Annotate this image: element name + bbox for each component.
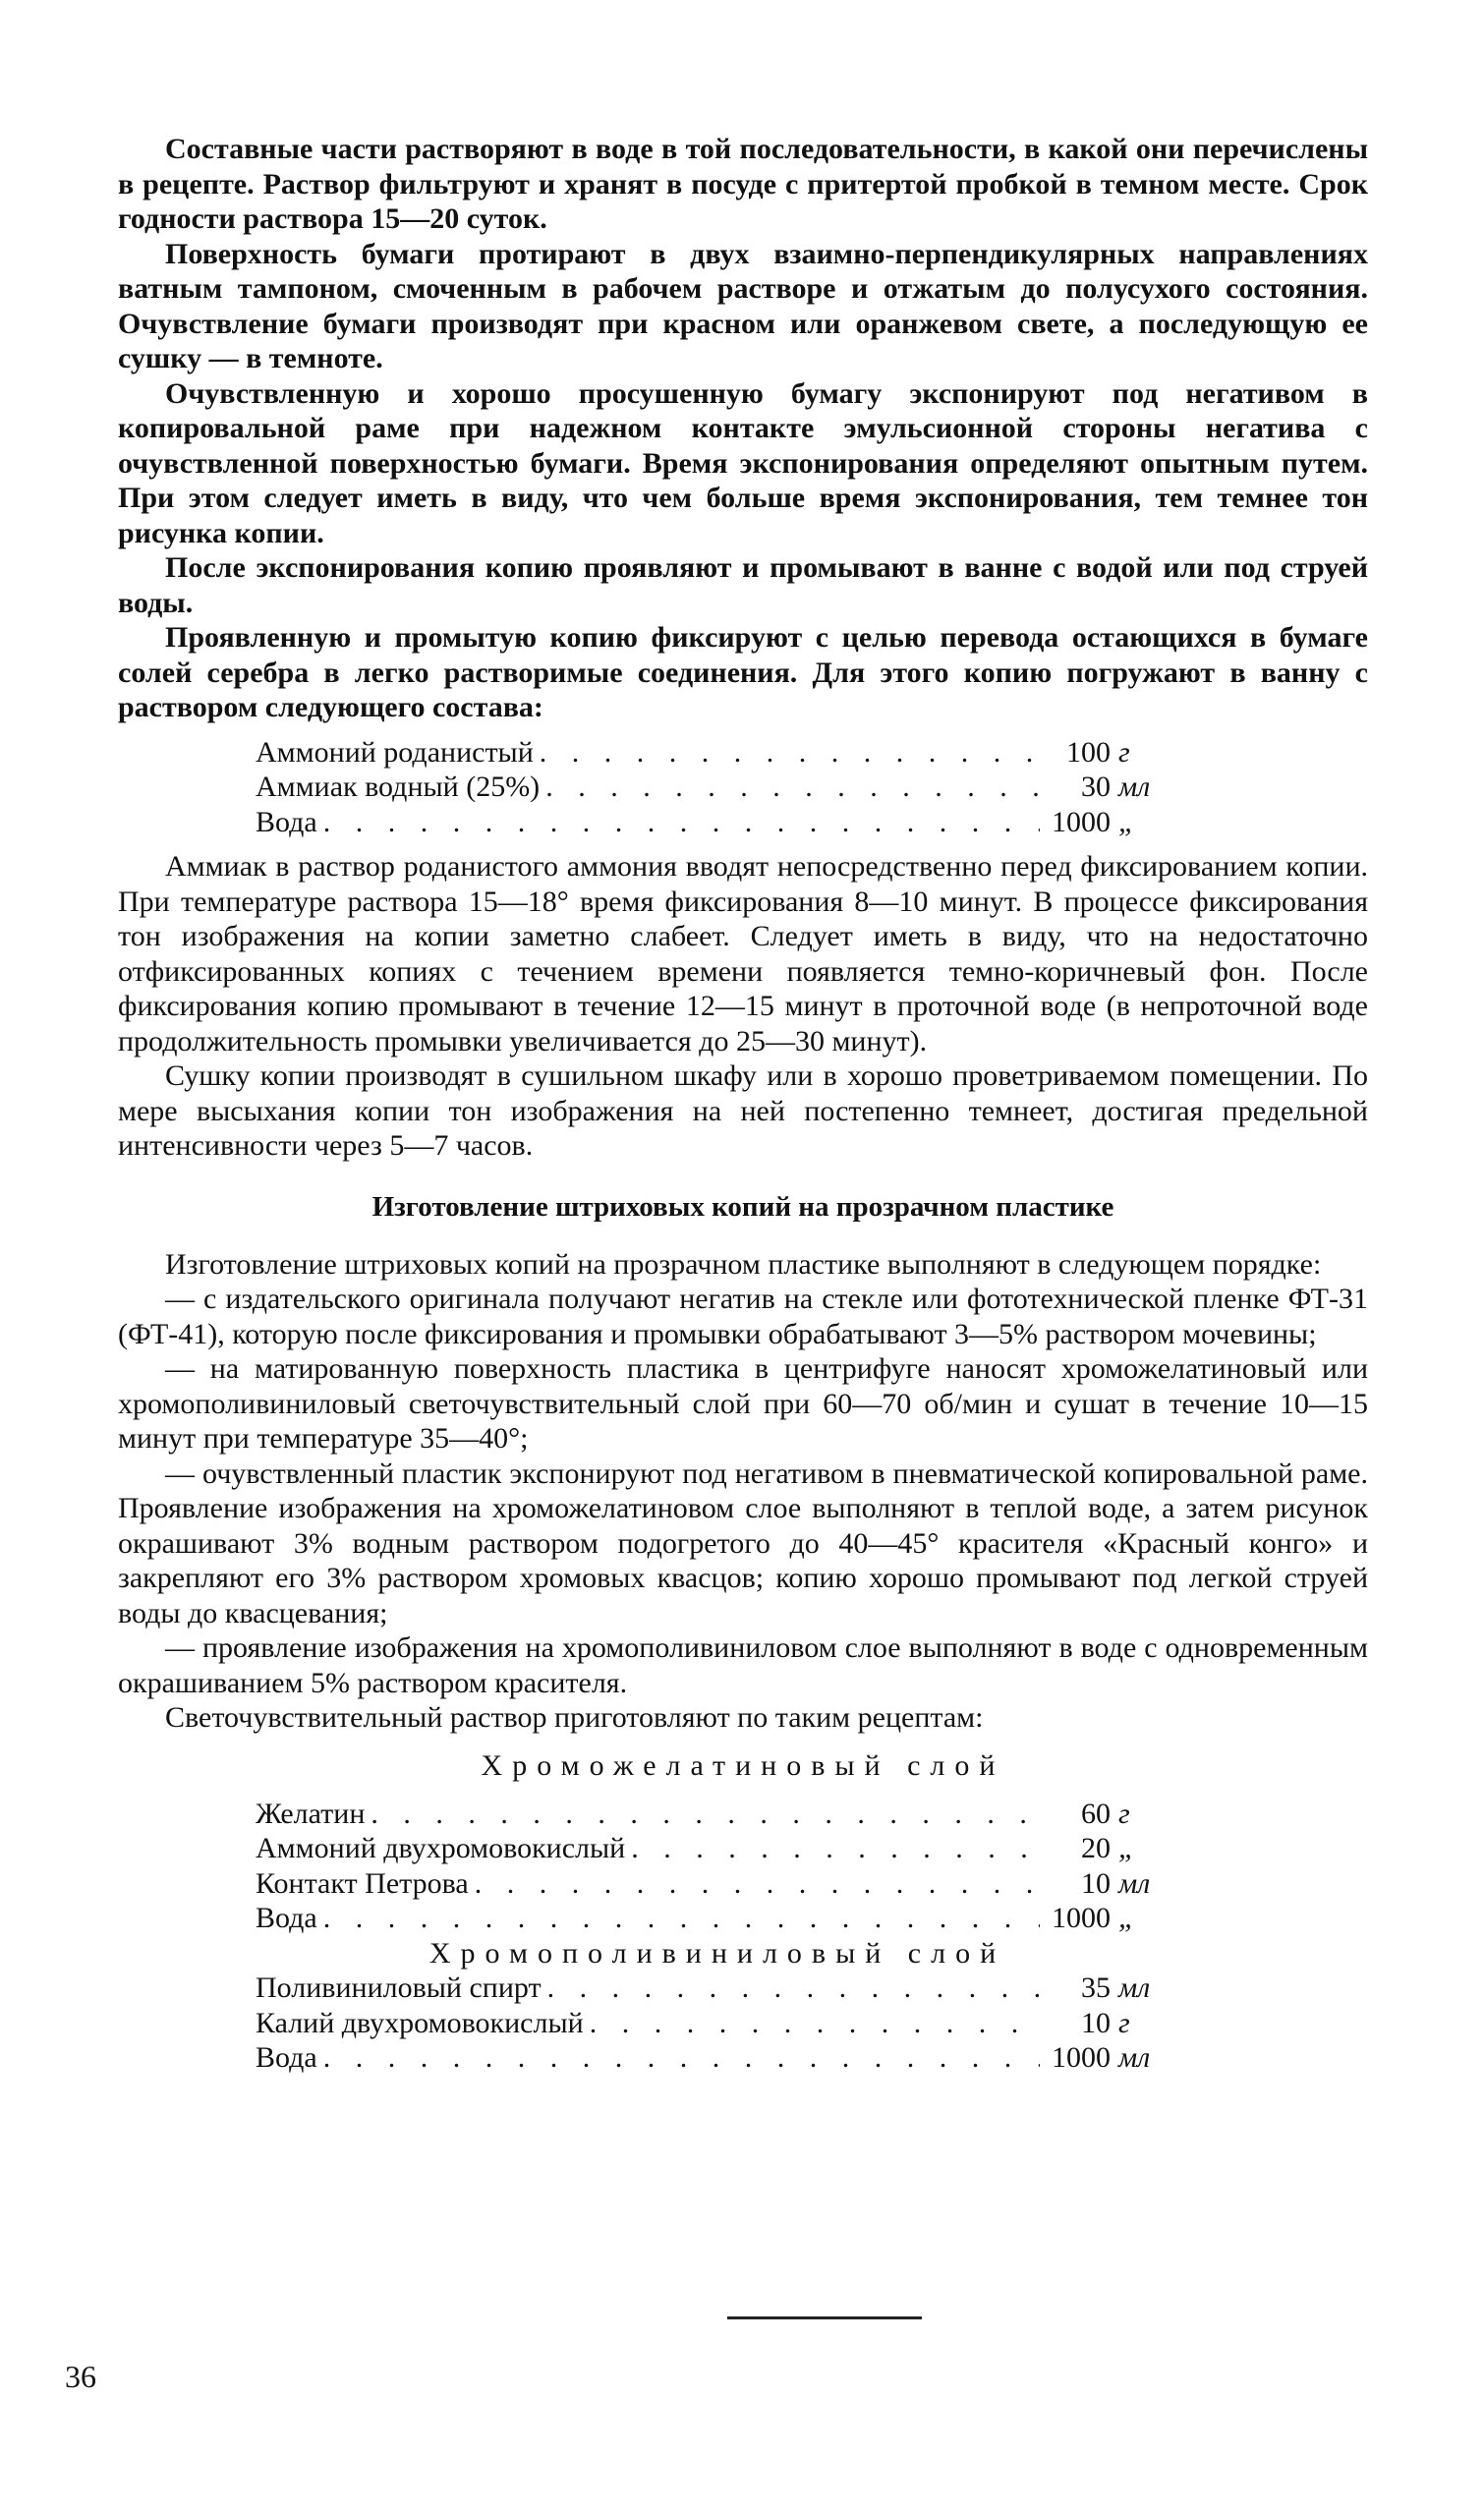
ingredient-unit: г bbox=[1118, 735, 1130, 769]
ingredient-qty: 1000 bbox=[1052, 805, 1111, 838]
dot-leader bbox=[317, 805, 1040, 840]
list-item: — на матированную поверхность пластика в центрифуге наносят хроможелатиновый или хромополивиниловый светочувствительный слой при 60—70 об/мин и сушат в течение 10—15 минут при температуре 35—40°; bbox=[118, 1352, 1368, 1455]
dot-leader bbox=[317, 1901, 1040, 1936]
ingredient-unit: г bbox=[1118, 2006, 1130, 2039]
ingredient-qty: 20 bbox=[1081, 1832, 1111, 1864]
paragraph: Очувствленную и хорошо просушенную бумагу экспонируют под негативом в копировальной раме при надежном контакте эмульсионной стороны негатива с очувствленной поверхностью бумаги. Время экспонирования определяют опытным путем. При этом следует иметь в виду, что чем больше время экспонирования, тем темнее тон рисунка копии. bbox=[118, 376, 1368, 549]
ingredient-qty: 35 bbox=[1081, 1971, 1111, 2004]
recipe-row bbox=[256, 1901, 1179, 1936]
dot-leader bbox=[542, 1971, 1040, 2006]
ingredient-qty: 30 bbox=[1081, 771, 1111, 803]
list-item: — с издательского оригинала получают негатив на стекле или фототехнической пленке ФТ-31 (ФТ-41), которую после фиксирования и промывки обрабатывают 3—5% раствором мочевины; bbox=[118, 1283, 1368, 1350]
ingredient-name: Контакт Петрова bbox=[256, 1866, 469, 1900]
ingredient-qty: 60 bbox=[1081, 1797, 1111, 1830]
end-rule bbox=[727, 2316, 922, 2319]
dot-leader bbox=[534, 735, 1040, 771]
ingredient-unit: мл bbox=[1118, 771, 1151, 803]
ingredient-name: Аммиак водный (25%) bbox=[256, 771, 541, 803]
ingredient-name: Калий двухромовокислый bbox=[256, 2006, 584, 2039]
recipe-row bbox=[256, 1866, 1179, 1902]
ingredient-qty: 10 bbox=[1081, 2006, 1111, 2039]
paragraph: Составные части растворяют в воде в той последовательности, в какой они перечислены в рецепте. Раствор фильтруют и хранят в посуде с притертой пробкой в темном месте. Срок годности раствора 15—20 суток. bbox=[118, 133, 1368, 235]
dot-leader bbox=[469, 1866, 1040, 1902]
recipe-row bbox=[256, 2040, 1179, 2076]
recipe-row bbox=[256, 805, 1179, 840]
recipe-gelatin-layer bbox=[256, 1797, 1179, 2076]
recipe-row bbox=[256, 1797, 1179, 1832]
ingredient-name: Аммоний двухромовокислый bbox=[256, 1832, 626, 1864]
paragraph: Поверхность бумаги протирают в двух взаимно-перпендикулярных направлениях ватным тампоном, смоченным в рабочем растворе и отжатым до полусухого состояния. Очувствление бумаги производят при красном или оранжевом свете, а последующую ее сушку — в темноте. bbox=[118, 237, 1368, 374]
ingredient-name: Вода bbox=[256, 805, 317, 838]
recipe-pva-title: Хромополивиниловый слой bbox=[428, 1936, 1006, 1970]
ingredient-name: Поливиниловый спирт bbox=[256, 1971, 542, 2004]
ingredient-unit: г bbox=[1118, 1797, 1130, 1830]
dot-leader bbox=[625, 1831, 1040, 1866]
ingredient-name: Аммоний роданистый bbox=[256, 735, 534, 769]
recipe-row bbox=[256, 735, 1179, 771]
recipe-gelatin-title: Хроможелатиновый слой bbox=[481, 1748, 1005, 1782]
ingredient-unit: мл bbox=[1118, 2041, 1151, 2074]
ingredient-name: Вода bbox=[256, 1902, 317, 1934]
ingredient-unit: „ bbox=[1118, 805, 1135, 838]
ingredient-qty: 100 bbox=[1066, 735, 1111, 769]
ingredient-unit: мл bbox=[1118, 1866, 1151, 1900]
ingredient-unit: „ bbox=[1118, 1832, 1135, 1864]
recipe-fixing-solution bbox=[256, 735, 1179, 840]
paragraph: Проявленную и промытую копию фиксируют с целью перевода остающихся в бумаге солей серебра в легко растворимые соединения. Для этого копию погружают в ванну с раствором следующего состава: bbox=[118, 621, 1368, 723]
recipe-row bbox=[256, 1971, 1179, 2006]
ingredient-unit: „ bbox=[1118, 1902, 1135, 1934]
ingredient-qty: 1000 bbox=[1052, 2041, 1111, 2074]
ingredient-qty: 10 bbox=[1081, 1866, 1111, 1900]
recipe-row bbox=[256, 1831, 1179, 1866]
ingredient-name: Вода bbox=[256, 2041, 317, 2074]
paragraph: Аммиак в раствор роданистого аммония вводят непосредственно перед фиксированием копии. При температуре раствора 15—18° время фиксирования 8—10 минут. В процессе фиксирования тон изображения на копии заметно слабеет. Следует иметь в виду, что на недостаточно отфиксированных копиях с течением времени появляется темно-коричневый фон. После фиксирования копию промывают в течение 12—15 минут в проточной воде (в непроточной воде продолжительность промывки увеличивается до 25—30 минут). bbox=[118, 850, 1368, 1057]
recipe-row bbox=[256, 2006, 1179, 2041]
page-number: 36 bbox=[65, 2359, 96, 2394]
paragraph: Изготовление штриховых копий на прозрачном пластике выполняют в следующем порядке: bbox=[165, 1247, 1322, 1281]
list-item: — очувствленный пластик экспонируют под негативом в пневматической копировальной раме. Проявление изображения на хроможелатиновом слое выполняют в теплой воде, а затем рисунок окрашивают 3% водным раствором подогретого до 40—45° красителя «Красный конго» и закрепляют его 3% раствором хромовых квасцов; копию хорошо промывают под легкой струей воды до квасцевания; bbox=[118, 1457, 1368, 1629]
text-column bbox=[118, 132, 1368, 2076]
dot-leader bbox=[584, 2006, 1040, 2041]
section-heading: Изготовление штриховых копий на прозрачном пластике bbox=[371, 1190, 1114, 1223]
paragraph: Светочувствительный раствор приготовляют по таким рецептам: bbox=[165, 1701, 984, 1734]
list-item: — проявление изображения на хромополивиниловом слое выполняют в воде с одновременным окрашиванием 5% раствором красителя. bbox=[118, 1631, 1368, 1699]
recipe-row bbox=[256, 770, 1179, 805]
dot-leader bbox=[317, 2040, 1040, 2076]
paragraph: После экспонирования копию проявляют и промывают в ванне с водой или под струей воды. bbox=[118, 551, 1368, 619]
ingredient-unit: мл bbox=[1118, 1971, 1151, 2004]
dot-leader bbox=[540, 770, 1040, 805]
paragraph: Сушку копии производят в сушильном шкафу или в хорошо проветриваемом помещении. По мере высыхания копии тон изображения на ней постепенно темнеет, достигая предельной интенсивности через 5—7 часов. bbox=[118, 1059, 1368, 1162]
ingredient-name: Желатин bbox=[256, 1797, 366, 1830]
ingredient-qty: 1000 bbox=[1052, 1902, 1111, 1934]
paragraphs-top bbox=[118, 132, 1368, 725]
dot-leader bbox=[365, 1797, 1040, 1832]
